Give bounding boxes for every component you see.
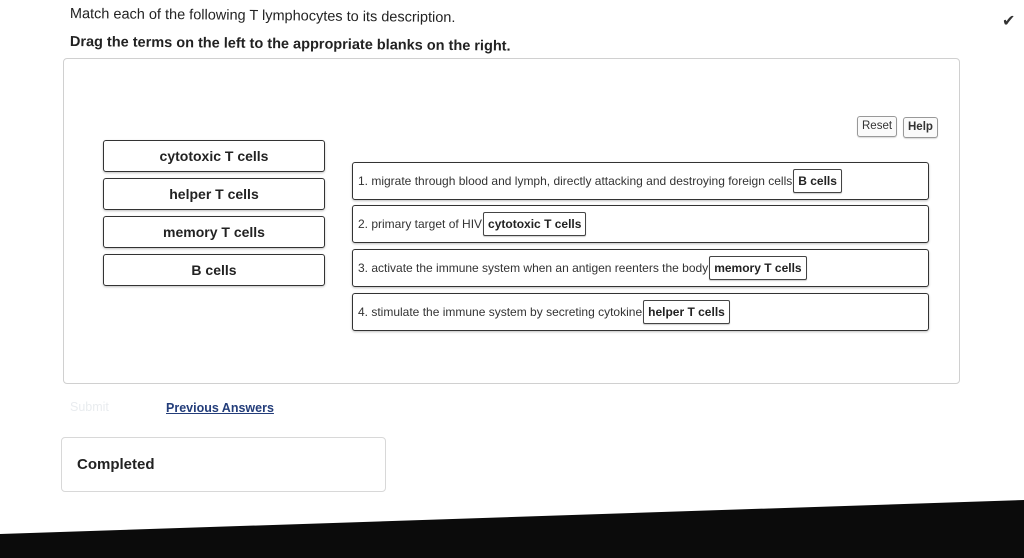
target-row-2 [352, 205, 929, 243]
help-button[interactable]: Help [903, 117, 938, 138]
target-description: 4. stimulate the immune system by secreting cytokine [358, 305, 643, 319]
term-b-cells[interactable]: B cells [103, 254, 325, 286]
submit-button[interactable]: Submit [70, 400, 109, 414]
term-helper-t-cells[interactable]: helper T cells [103, 178, 325, 210]
target-description: 2. primary target of HIV [358, 217, 483, 231]
screen-bezel [0, 500, 1024, 558]
instruction-text: Match each of the following T lymphocytes to its description. [69, 6, 456, 27]
target-description: 1. migrate through blood and lymph, directly attacking and destroying foreign cells [358, 174, 793, 188]
target-description: 3. activate the immune system when an antigen reenters the body [358, 261, 709, 275]
answer-chip[interactable]: helper T cells [643, 300, 730, 324]
completed-status-box [61, 437, 386, 492]
reset-button[interactable]: Reset [857, 116, 897, 137]
target-row-3 [352, 249, 929, 287]
target-row-4 [352, 293, 929, 331]
term-cytotoxic-t-cells[interactable]: cytotoxic T cells [103, 140, 325, 172]
sub-instruction-text: Drag the terms on the left to the appropriate blanks on the right. [69, 34, 511, 55]
term-memory-t-cells[interactable]: memory T cells [103, 216, 325, 248]
target-row-1 [352, 162, 929, 200]
answer-chip[interactable]: cytotoxic T cells [483, 212, 586, 236]
answer-chip[interactable]: memory T cells [709, 256, 806, 280]
previous-answers-link[interactable]: Previous Answers [166, 401, 274, 415]
answer-chip[interactable]: B cells [793, 169, 842, 193]
checkmark-icon[interactable]: ✔ [1002, 13, 1016, 30]
status-text: Completed [77, 456, 155, 473]
